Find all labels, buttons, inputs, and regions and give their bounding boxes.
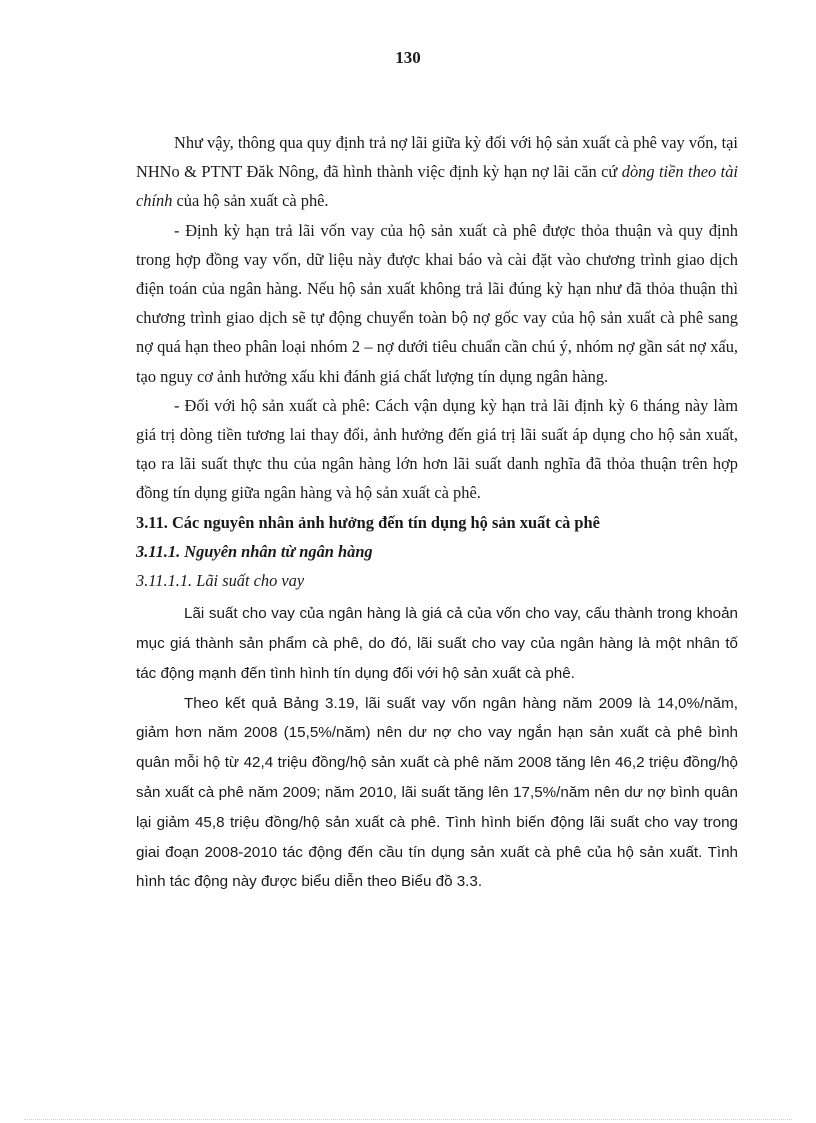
- paragraph-summary: [136, 128, 738, 216]
- section-heading-3-11: 3.11. Các nguyên nhân ảnh hưởng đến tín dụng hộ sản xuất cà phê: [136, 512, 600, 532]
- paragraph-interest-rate-analysis: Theo kết quả Bảng 3.19, lãi suất vay vốn ngân hàng năm 2009 là 14,0%/năm, giảm hơn năm 2008 (15,5%/năm) nên dư nợ cho vay ngắn hạn sản xuất cà phê bình quân mỗi hộ từ 42,4 triệu đồng/hộ sản xuất cà phê năm 2008 tăng lên 46,2 triệu đồng/hộ sản xuất cà phê năm 2009; năm 2010, lãi suất tăng lên 17,5%/năm nên dư nợ bình quân lại giảm 45,8 triệu đồng/hộ sản xuất cà phê. Tình hình biến động lãi suất cho vay trong giai đoạn 2008-2010 tác động đến cầu tín dụng sản xuất cà phê của hộ sản xuất. Tình hình tác động này được biểu diễn theo Biểu đồ 3.3.: [136, 694, 738, 891]
- section-heading-3-11-1-1: 3.11.1.1. Lãi suất cho vay: [136, 571, 305, 591]
- section-heading-3-11-1: 3.11.1. Nguyên nhân từ ngân hàng: [136, 541, 373, 561]
- paragraph-summary-tail: của hộ sản xuất cà phê.: [172, 191, 329, 211]
- footer-divider: [24, 1119, 792, 1120]
- paragraph-interest-rate-intro: Lãi suất cho vay của ngân hàng là giá cả của vốn cho vay, cấu thành trong khoản mục giá thành sản phẩm cà phê, do đó, lãi suất cho vay của ngân hàng là một nhân tố tác động mạnh đến tình hình tín dụng đối với hộ sản xuất cà phê.: [136, 605, 738, 682]
- page-number: 130: [395, 48, 421, 67]
- page-content: [136, 128, 738, 897]
- emphasis-cash-flow: dòng tiền theo tài chính: [136, 162, 738, 211]
- paragraph-term-definition: - Định kỳ hạn trả lãi vốn vay của hộ sản xuất cà phê được thỏa thuận và quy định trong hợp đồng vay vốn, dữ liệu này được khai báo và cài đặt vào chương trình giao dịch điện toán của ngân hàng. Nếu hộ sản xuất không trả lãi đúng kỳ hạn như đã thỏa thuận thì chương trình giao dịch sẽ tự động chuyển toàn bộ nợ gốc vay của hộ sản xuất cà phê sang nợ quá hạn theo phân loại nhóm 2 – nợ dưới tiêu chuẩn cần chú ý, nhóm nợ gần sát nợ xấu, tạo nguy cơ ảnh hưởng xấu khi đánh giá chất lượng tín dụng ngân hàng.: [136, 220, 738, 386]
- paragraph-farmer-impact: - Đối với hộ sản xuất cà phê: Cách vận dụng kỳ hạn trả lãi định kỳ 6 tháng này làm giá trị dòng tiền tương lai thay đổi, ảnh hưởng đến giá trị lãi suất áp dụng cho hộ sản xuất, tạo ra lãi suất thực thu của ngân hàng lớn hơn lãi suất danh nghĩa đã thỏa thuận trên hợp đồng tín dụng giữa ngân hàng và hộ sản xuất cà phê.: [136, 395, 738, 503]
- paragraph-summary-text: Như vậy, thông qua quy định trả nợ lãi giữa kỳ đối với hộ sản xuất cà phê vay vốn, tại NHNo & PTNT Đăk Nông, đã hình thành việc định kỳ hạn nợ lãi căn cứ: [136, 133, 738, 182]
